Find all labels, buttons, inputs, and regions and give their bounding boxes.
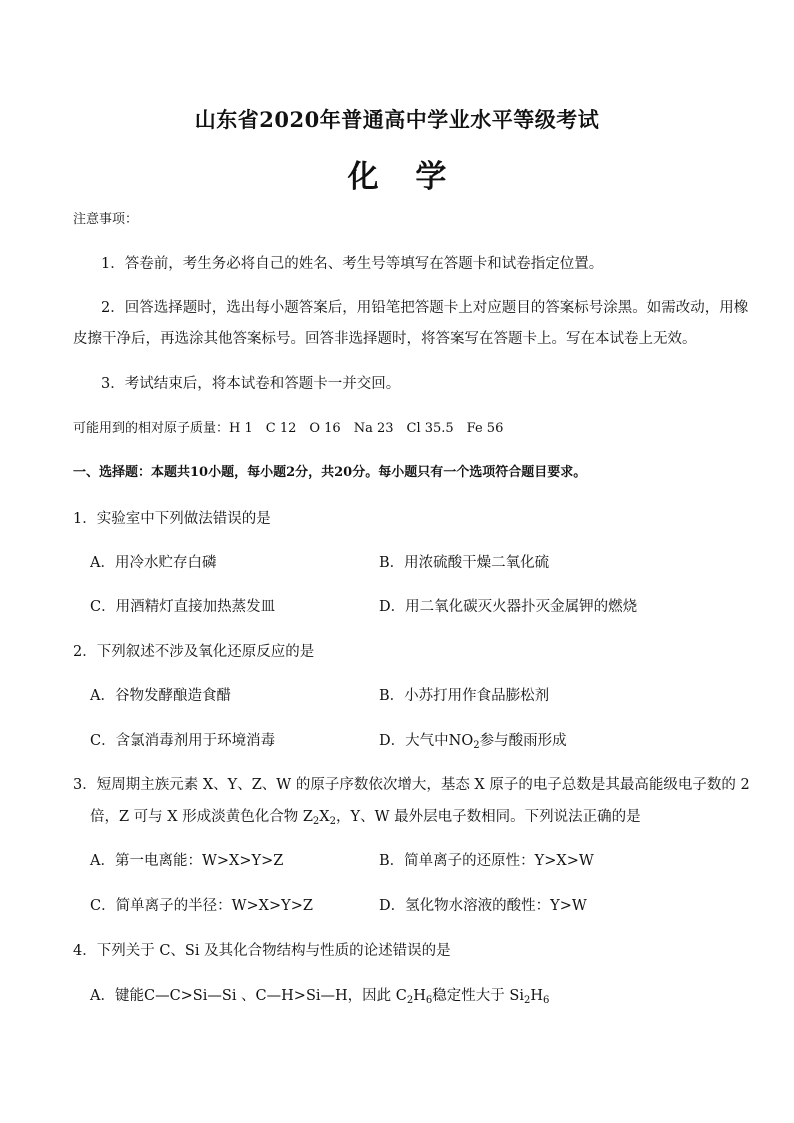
notice-heading: 注意事项： xyxy=(73,212,139,227)
question-2-option-d: D．大气中$NO_2$参与酸雨形成 xyxy=(379,733,567,751)
question-3-option-b: B．简单离子的还原性：Y>X>W xyxy=(379,853,594,869)
notice-item-2-cont: 皮擦干净后，再选涂其他答案标号。回答非选择题时，将答案写在答题卡上。写在本试卷上无效。 xyxy=(73,331,697,347)
question-3-stem-line-2: 倍，Z 可与 X 形成淡黄色化合物 $Z_2X_2$，Y、W 最外层电子数相同。下列说法正确的是 xyxy=(90,809,641,827)
question-1-option-a: A．用冷水贮存白磷 xyxy=(90,555,217,571)
notice-item-2: 2．回答选择题时，选出每小题答案后，用铅笔把答题卡上对应题目的答案标号涂黑。如需改动，用橡 xyxy=(101,300,749,316)
question-4-stem: 4．下列关于 C、Si 及其化合物结构与性质的论述错误的是 xyxy=(73,943,451,959)
question-3-option-c: C．简单离子的半径：W>X>Y>Z xyxy=(90,898,313,914)
notice-item-3: 3．考试结束后，将本试卷和答题卡一并交回。 xyxy=(101,376,401,392)
question-2-stem: 2．下列叙述不涉及氧化还原反应的是 xyxy=(73,644,315,660)
question-2-option-b: B．小苏打用作食品膨松剂 xyxy=(379,688,550,704)
question-1-option-b: B．用浓硫酸干燥二氧化硫 xyxy=(379,555,550,571)
question-4-option-a: A．键能C—C>Si—Si 、C—H>Si—H，因此 $C_2H_6$稳定性大于 $Si_2H_6$ xyxy=(90,988,550,1006)
question-3-option-a: A．第一电离能：W>X>Y>Z xyxy=(90,853,284,869)
question-1-stem: 1．实验室中下列做法错误的是 xyxy=(73,511,271,527)
question-2-option-a: A．谷物发酵酿造食醋 xyxy=(90,688,231,704)
section-heading: 一、选择题：本题共10小题，每小题2分，共20分。每小题只有一个选项符合题目要求。 xyxy=(73,465,587,480)
question-2-option-c: C．含氯消毒剂用于环境消毒 xyxy=(90,733,276,749)
question-3-option-d: D．氢化物水溶液的酸性：Y>W xyxy=(379,898,587,914)
atomic-masses: 可能用到的相对原子质量：H 1 C 12 O 16 Na 23 Cl 35.5 Fe 56 xyxy=(73,421,504,436)
question-1-option-d: D．用二氧化碳灭火器扑灭金属钾的燃烧 xyxy=(379,599,638,615)
notice-item-1: 1．答卷前，考生务必将自己的姓名、考生号等填写在答题卡和试卷指定位置。 xyxy=(101,256,604,272)
subject-title: 化 学 xyxy=(347,159,447,195)
exam-title: 山东省2020年普通高中学业水平等级考试 xyxy=(194,107,600,132)
question-1-option-c: C．用酒精灯直接加热蒸发皿 xyxy=(90,599,276,615)
question-3-stem-line-1: 3．短周期主族元素 X、Y、Z、W 的原子序数依次增大，基态 X 原子的电子总数是其最高能级电子数的 2 xyxy=(73,777,750,793)
